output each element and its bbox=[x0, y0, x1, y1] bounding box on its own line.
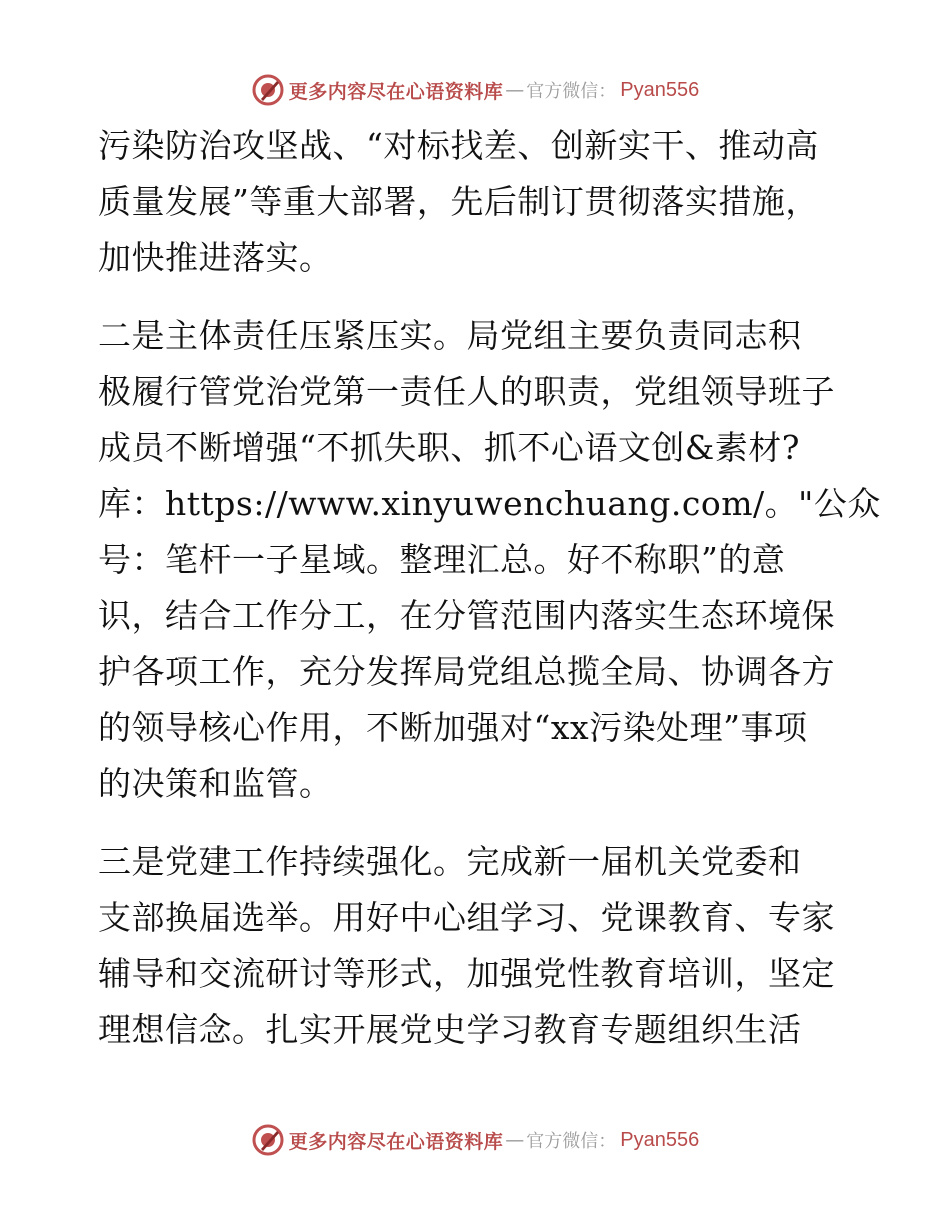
paragraph-1 bbox=[98, 118, 858, 286]
banner-site-text: 更多内容尽在心语资料库 bbox=[288, 1130, 504, 1153]
text-line: 理想信念。扎实开展党史学习教育专题组织生活 bbox=[98, 1010, 802, 1049]
text-line: 支部换届选举。用好中心组学习、党课教育、专家 bbox=[98, 898, 835, 937]
text-line: 成员不断增强“不抓失职、抓不心语文创&素材? bbox=[98, 428, 800, 467]
text-line: 的领导核心作用，不断加强对“xx污染处理”事项 bbox=[98, 708, 808, 747]
text-line: 质量发展”等重大部署，先后制订贯彻落实措施， bbox=[98, 182, 819, 221]
banner-wechat-label: 官方微信： bbox=[526, 1131, 617, 1152]
text-line: 极履行管党治党第一责任人的职责，党组领导班子 bbox=[98, 372, 835, 411]
paragraph-3 bbox=[98, 834, 858, 1058]
text-line: 三是党建工作持续强化。完成新一届机关党委和 bbox=[98, 842, 802, 881]
text-line: 污染防治攻坚战、“对标找差、创新实干、推动高 bbox=[98, 126, 819, 165]
document-body bbox=[98, 118, 881, 1058]
text-line: 识，结合工作分工，在分管范围内落实生态环境保 bbox=[98, 596, 835, 635]
header-banner bbox=[0, 70, 950, 110]
text-line: 护各项工作，充分发挥局党组总揽全局、协调各方 bbox=[98, 652, 835, 691]
pen-logo-icon bbox=[251, 73, 285, 107]
banner-wechat-id: Pyan556 bbox=[620, 1128, 700, 1151]
footer-banner bbox=[0, 1120, 950, 1160]
banner-separator: — bbox=[505, 79, 525, 101]
banner-wechat-label: 官方微信： bbox=[526, 81, 617, 102]
text-line: 库：https://www.xinyuwenchuang.com/。"公众 bbox=[98, 484, 881, 523]
text-line: 加快推进落实。 bbox=[98, 238, 333, 277]
pen-logo-icon bbox=[251, 1123, 285, 1157]
text-line: 辅导和交流研讨等形式，加强党性教育培训，坚定 bbox=[98, 954, 835, 993]
text-line: 号：笔杆一子星域。整理汇总。好不称职”的意 bbox=[98, 540, 786, 579]
banner-wechat-id: Pyan556 bbox=[620, 78, 700, 101]
text-line: 的决策和监管。 bbox=[98, 764, 333, 803]
paragraph-2 bbox=[98, 308, 881, 812]
banner-separator: — bbox=[505, 1129, 525, 1151]
text-line: 二是主体责任压紧压实。局党组主要负责同志积 bbox=[98, 316, 802, 355]
banner-site-text: 更多内容尽在心语资料库 bbox=[288, 80, 504, 103]
